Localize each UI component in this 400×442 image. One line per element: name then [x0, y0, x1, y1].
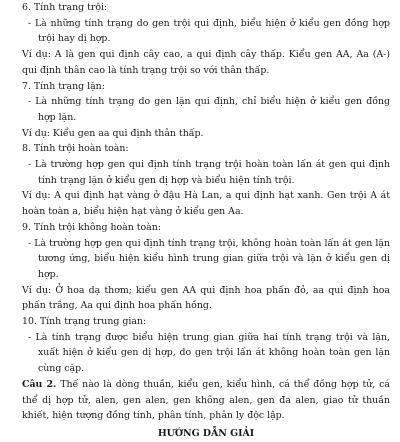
- heading-10: 10. Tính trạng trung gian:: [22, 316, 147, 328]
- example-9: Ví dụ: Ở hoa dạ thơm; kiểu gen AA qui định hoa phấn đỏ, aa qui định hoa phấn trắng, Aa qui định hoa phấn hồng.: [22, 284, 390, 312]
- example-8: Ví dụ: A qui định hạt vàng ở đậu Hà Lan, a qui định hạt xanh. Gen trội A át hoàn toàn a, biểu hiện hạt vàng ở kiểu gen Aa.: [22, 190, 390, 218]
- example-6: Ví dụ: A là gen qui định cây cao, a qui định cây thấp. Kiểu gen AA, Aa (A-) qui định thân cao là tính trạng trội so với thân thấp.: [22, 49, 390, 76]
- question-label: Câu 2.: [22, 378, 57, 390]
- heading-8: 8. Tính trội hoàn toàn:: [22, 143, 129, 155]
- bullet-9: - Là trường hợp gen qui định tính trạng trội, không hoàn toàn lấn át gen lặn tương ứng, biểu hiện kiểu hình trung gian giữa trội và lặn ở kiểu gen dị hợp.: [28, 237, 390, 280]
- bullet-10: - Là tính trạng được biểu hiện trung gian giữa hai tính trạng trội và lặn, xuất hiện ở kiểu gen dị hợp, do gen trội lấn át không hoàn toàn gen lặn cùng cặp.: [28, 331, 390, 375]
- bullet-7: - Là những tính trạng do gen lặn qui định, chỉ biểu hiện ở kiểu gen đồng hợp lặn.: [28, 96, 390, 123]
- bullet-6: - Là những tính trạng do gen trội qui định, biểu hiện ở kiểu gen đồng hợp trội hay dị hợp.: [28, 17, 390, 45]
- heading-7: 7. Tính trạng lặn:: [22, 80, 105, 92]
- example-7: Ví dụ: Kiểu gen aa qui định thân thấp.: [22, 127, 204, 139]
- solution-heading: HƯỚNG DẪN GIẢI: [157, 427, 255, 439]
- heading-9: 9. Tính trội không hoàn toàn:: [22, 221, 161, 233]
- question-text: Thế nào là dòng thuần, kiểu gen, kiểu hình, cá thể đồng hợp tử, cá thể dị hợp tử, alen, gen alen, gen không alen, gen đa alen, giao tử thuần khiết, hiện tượng đồng tính, phân tính, phân ly độc lập.: [22, 378, 390, 422]
- bullet-8: - Là trường hợp gen qui định tính trạng trội hoàn toàn lấn át gen qui định tính trạng lặn ở kiểu gen dị hợp và biểu hiện tính trội.: [28, 159, 390, 186]
- heading-6: 6. Tính trạng trội:: [22, 2, 108, 13]
- question-2: [22, 377, 390, 424]
